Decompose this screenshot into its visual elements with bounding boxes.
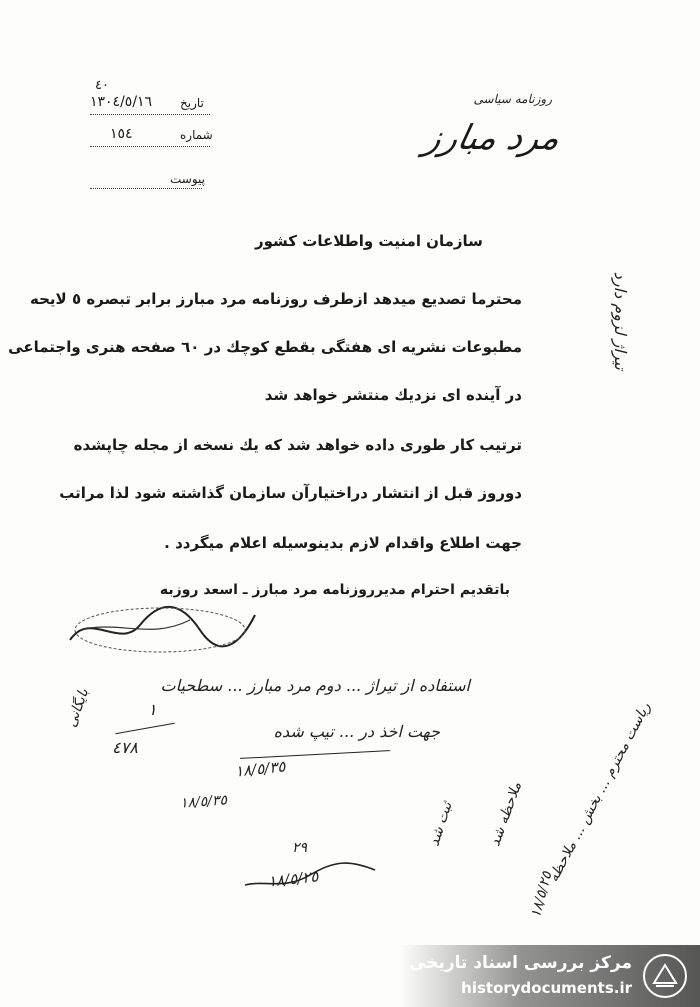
date-annotation-2: ١٨/٥/٣٥ <box>179 792 228 812</box>
left-number: ٤٧٨ <box>112 738 138 757</box>
addressee: سازمان امنیت واطلاعات کشور <box>255 232 483 250</box>
left-fraction-top: ١ <box>148 700 157 719</box>
lower-scribble <box>240 850 380 900</box>
body-line-3: در آینده ای نزدیك منتشر خواهد شد <box>264 386 522 404</box>
publication-logo: مرد مبارز <box>421 118 565 158</box>
attachment-dotted-line <box>90 188 202 189</box>
right-note-2: ملاحظه شد <box>487 780 526 849</box>
watermark-url: historydocuments.ir <box>461 979 632 997</box>
margin-note: تیراژ لزوم دارد <box>611 271 630 370</box>
date-top-number: ٤٠ <box>95 78 109 93</box>
date-annotation-3: ١٨/٥/٢٥ <box>267 867 320 891</box>
body-line-2: مطبوعات نشریه ای هفتگی بقطع کوچك در ٦٠ صفحه هنری واجتماعی <box>8 338 522 356</box>
note-line-2: جهت اخذ در ... تیپ شده <box>273 722 440 741</box>
left-note: بایگانی <box>63 686 93 730</box>
archive-logo-icon <box>642 953 688 999</box>
right-note-1: ریاست محترم ... بخش ... ملاحظه <box>545 700 655 885</box>
date-dotted-line <box>90 114 210 115</box>
number-label: شماره <box>180 128 213 142</box>
note-line-1: استفاده از تیراژ ... دوم مرد مبارز ... سطحیات <box>160 676 470 695</box>
signature-scribble <box>60 590 260 660</box>
number-value: ١٥٤ <box>110 126 133 142</box>
publication-type: روزنامه سیاسی <box>473 92 552 106</box>
right-note-3: ثبت شد <box>425 800 456 849</box>
bottom-note: ١٨/٥/٢٥ <box>527 870 556 920</box>
attachment-label: پیوست <box>170 172 205 186</box>
body-line-6: جهت اطلاع واقدام لازم بدینوسیله اعلام میگردد . <box>164 534 522 552</box>
body-line-4: ترتیب کار طوری داده خواهد شد که یك نسخه از مجله چاپشده <box>73 436 522 454</box>
watermark-band <box>400 945 700 1007</box>
left-fraction-line <box>115 723 174 734</box>
closing-line: باتقدیم احترام مدیرروزنامه مرد مبارز ـ اسعد روزبه <box>159 582 510 598</box>
body-line-1: محترما تصدیع میدهد ازطرف روزنامه مرد مبارز برابر تبصره ٥ لایحه <box>30 290 522 308</box>
body-line-5: دوروز قبل از انتشار دراختیارآن سازمان گذاشته شود لذا مراتب <box>59 484 522 502</box>
watermark-title: مرکز بررسی اسناد تاریخی <box>409 953 632 973</box>
number-29: ٢٩ <box>292 840 308 856</box>
date-annotation-1: ١٨/٥/٣٥ <box>234 757 287 781</box>
note-underline <box>240 750 390 759</box>
date-label: تاریخ <box>180 96 204 110</box>
date-value: ١٣٠٤/٥/١٦ <box>90 94 153 110</box>
number-dotted-line <box>90 146 210 147</box>
